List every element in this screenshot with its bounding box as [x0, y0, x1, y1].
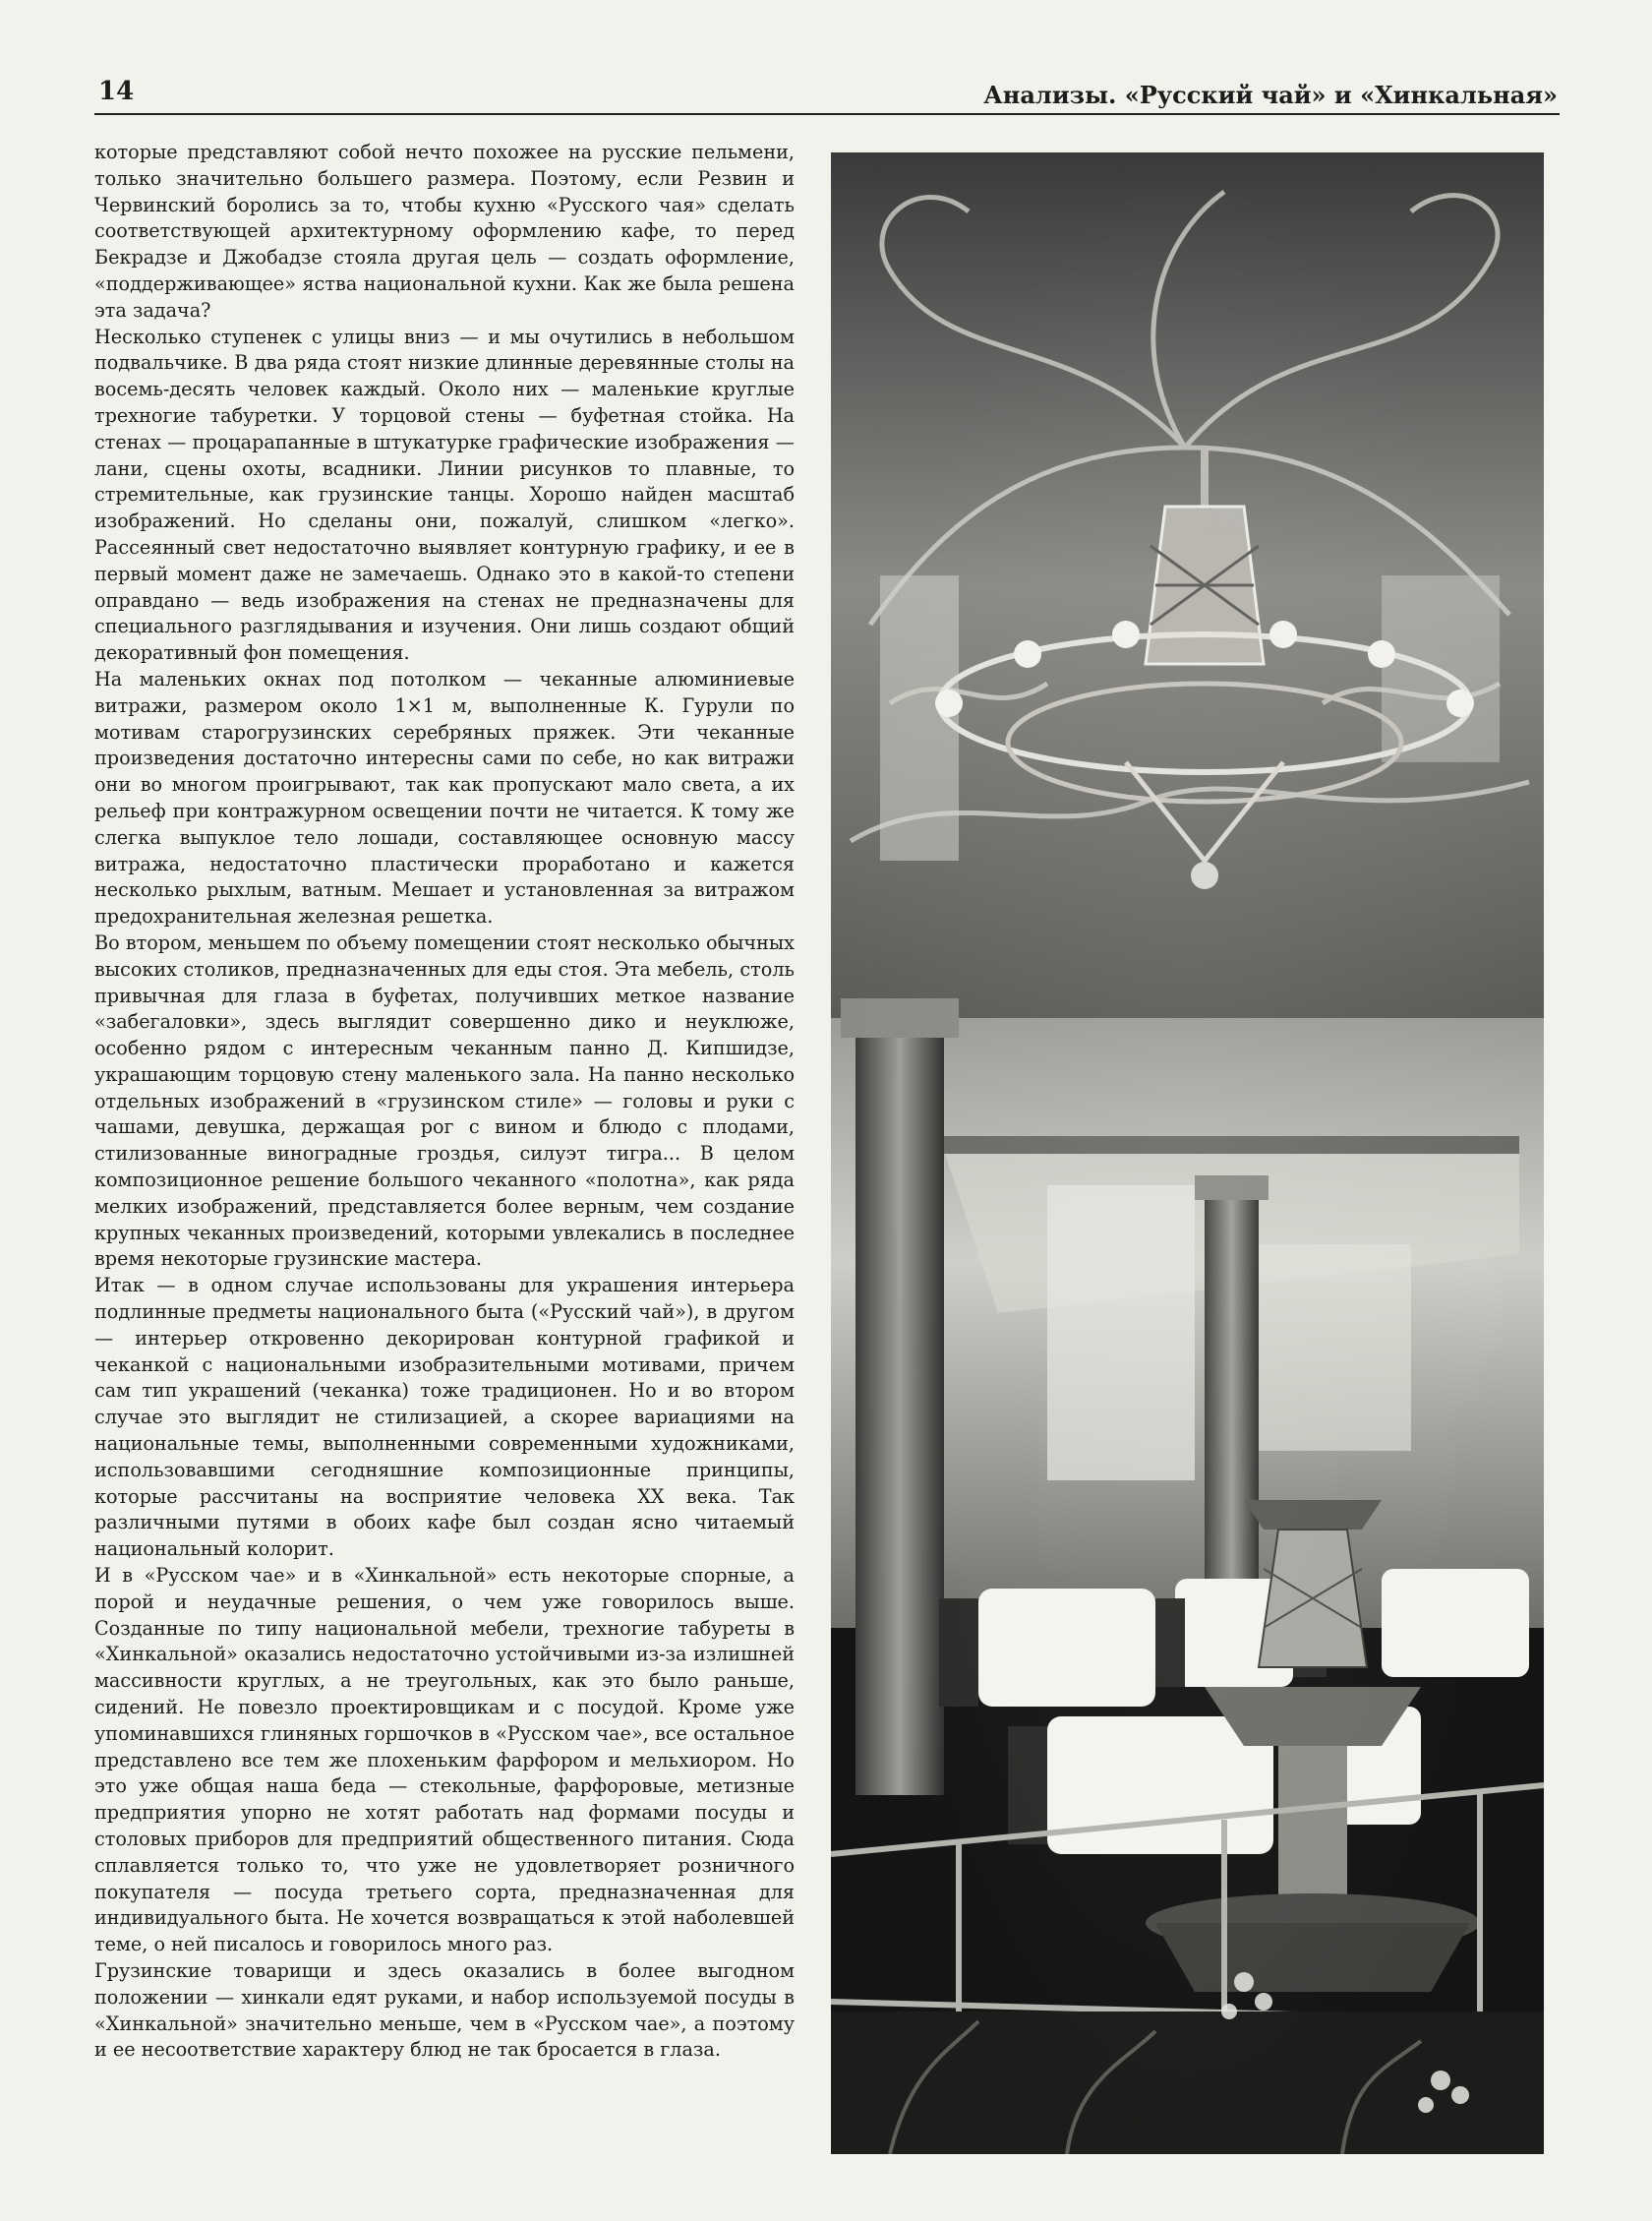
cafe-interior-photo: [831, 152, 1544, 2154]
article-paragraph-5: Итак — в одном случае использованы для украшения интерьера подлинные предметы национального быта («Русский чай»), в другом — интерьер откровенно декорирован контурной графикой и чеканкой с национальными изобразительными мотивами, причем сам тип украшений (чеканка) тоже традиционен. Но и во втором случае это выглядит не стилизацией, а скорее вариациями на национальные темы, выполненными современными художниками, использовавшими сегодняшние композиционные принципы, которые рассчитаны на восприятие человека XX века. Так различными путями в обоих кафе был создан ясно читаемый национальный колорит.: [94, 1274, 795, 1561]
article-paragraph-2: Несколько ступенек с улицы вниз — и мы очутились в небольшом подвальчике. В два ряда стоят низкие длинные деревянные столы на восемь-десять человек каждый. Около них — маленькие круглые трехногие табуретки. У торцовой стены — буфетная стойка. На стенах — процарапанные в штукатурке графические изображения — лани, сцены охоты, всадники. Линии рисунков то плавные, то стремительные, как грузинские танцы. Хорошо найден масштаб изображений. Но сделаны они, пожалуй, слишком «легко». Рассеянный свет недостаточно выявляет контурную графику, и ее в первый момент даже не замечаешь. Однако это в какой-то степени оправдано — ведь изображения на стенах не предназначены для специального разглядывания и изучения. Они лишь создают общий декоративный фон помещения.: [94, 325, 795, 665]
header-rule: [94, 113, 1560, 115]
running-title: Анализы. «Русский чай» и «Хинкальная»: [983, 81, 1558, 109]
article-paragraph-3: На маленьких окнах под потолком — чеканные алюминиевые витражи, размером около 1×1 м, выполненные К. Гурули по мотивам старогрузинских серебряных пряжек. Эти чеканные произведения достаточно интересны сами по себе, но как витражи они во многом проигрывают, так как пропускают мало света, а их рельеф при контражурном освещении почти не читается. К тому же слегка выпуклое тело лошади, составляющее основную массу витража, недостаточно пластически проработано и кажется несколько рыхлым, ватным. Мешает и установленная за витражом предохранительная железная решетка.: [94, 667, 795, 929]
article-paragraph-4: Во втором, меньшем по объему помещении стоят несколько обычных высоких столиков, предназначенных для еды стоя. Эта мебель, столь привычная для глаза в буфетах, получивших меткое название «забегаловки», здесь выглядит совершенно дико и неуклюже, особенно рядом с интересным чеканным панно Д. Кипшидзе, украшающим торцовую стену маленького зала. На панно несколько отдельных изображений в «грузинском стиле» — головы и руки с чашами, девушка, держащая рог с вином и блюдо с плодами, стилизованные виноградные гроздья, силуэт тигра... В целом композиционное решение большого чеканного «полотна», как ряда мелких изображений, представляется более верным, чем создание крупных чеканных произведений, которыми увлекались в последнее время некоторые грузинские мастера.: [94, 930, 795, 1271]
page-number: 14: [98, 77, 135, 106]
article-paragraph-7: Грузинские товарищи и здесь оказались в более выгодном положении — хинкали едят руками, и набор используемой посуды в «Хинкальной» значительно меньше, чем в «Русском чае», а поэтому и ее несоответствие характеру блюд не так бросается в глаза.: [94, 1958, 795, 2062]
article-text-column: [94, 140, 795, 2166]
article-paragraph-1: которые представляют собой нечто похожее на русские пельмени, только значительно большего размера. Поэтому, если Резвин и Червинский боролись за то, чтобы кухню «Русского чая» сделать соответствующей архитектурному оформлению кафе, то перед Бекрадзе и Джобадзе стояла другая цель — создать оформление, «поддерживающее» яства национальной кухни. Как же была решена эта задача?: [94, 141, 795, 322]
article-paragraph-6: И в «Русском чае» и в «Хинкальной» есть некоторые спорные, а порой и неудачные решения, о чем уже говорилось выше. Созданные по типу национальной мебели, трехногие табуреты в «Хинкальной» оказались недостаточно устойчивыми из-за излишней массивности круглых, а не треугольных, как это было раньше, сидений. Не повезло проектировщикам и с посудой. Кроме уже упоминавшихся глиняных горшочков в «Русском чае», все остальное представлено все тем же плохеньким фарфором и мельхиором. Но это уже общая наша беда — стекольные, фарфоровые, метизные предприятия упорно не хотят работать над формами посуды и столовых приборов для предприятий общественного питания. Сюда сплавляется только то, что уже не удовлетворяет розничного покупателя — посуда третьего сорта, предназначенная для индивидуального быта. Не хочется возвращаться к этой наболевшей теме, о ней писалось и говорилось много раз.: [94, 1564, 795, 1956]
